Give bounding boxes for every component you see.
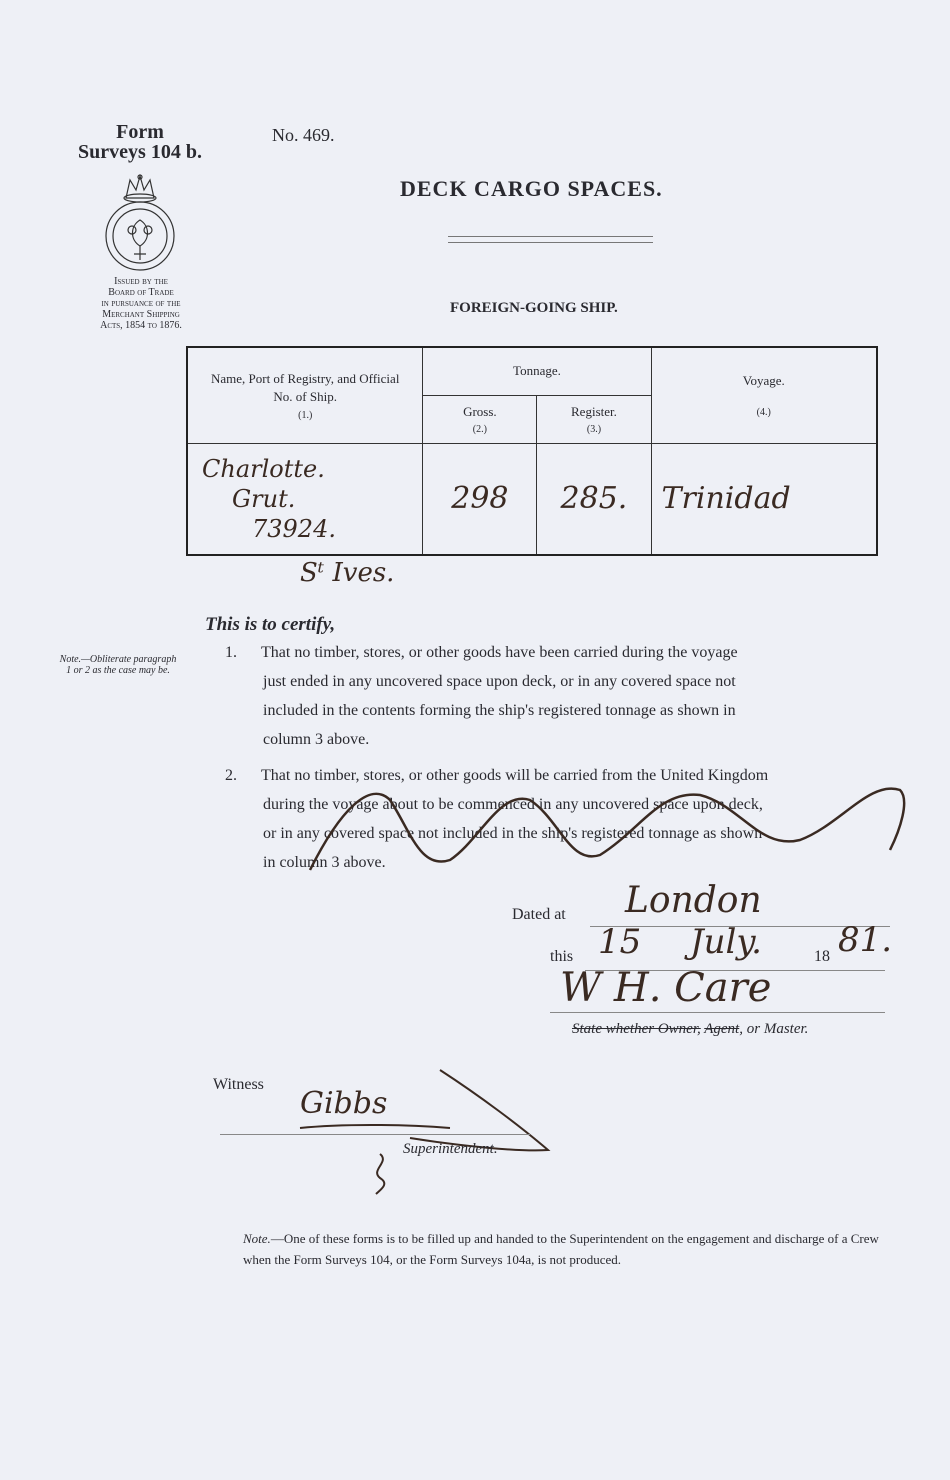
register-header-label: Register. (571, 403, 617, 419)
footer-note-label: Note. (243, 1231, 271, 1246)
form-identifier (60, 122, 220, 162)
title-rule (448, 236, 653, 243)
witness-flourish (280, 1066, 560, 1196)
ship-official-no: 73924. (252, 514, 336, 543)
ship-name-cell (187, 443, 423, 555)
board-of-trade-seal-icon (100, 168, 180, 278)
register-tonnage-cell: 285. (537, 443, 651, 555)
ship-name: Charlotte. (202, 454, 325, 483)
paragraph-1 (225, 638, 885, 754)
paragraph-1-line: column 3 above. (263, 731, 370, 748)
role-agent-struck: Agent (704, 1021, 740, 1037)
paragraph-1-line: included in the contents forming the ship's registered tonnage as shown in (263, 702, 736, 719)
voyage-number: (4.) (756, 406, 771, 418)
footer-note (243, 1228, 893, 1270)
ship-port-overflow: Sᵗ Ives. (300, 558, 395, 588)
issued-by-note (76, 276, 206, 331)
paragraph-2-label: 2. (225, 767, 237, 784)
paragraph-2-line: in column 3 above. (263, 854, 386, 871)
page-title: DECK CARGO SPACES. (400, 176, 663, 201)
paragraph-2-line: or in any covered space not included in the ship's registered tonnage as shown (263, 825, 763, 842)
gross-header (423, 395, 537, 443)
issued-line: Merchant Shipping (102, 309, 180, 320)
certify-heading: This is to certify, (205, 614, 336, 635)
gross-tonnage-cell: 298 (423, 443, 537, 555)
year-suffix: 81. (838, 920, 893, 960)
footer-note-text: —One of these forms is to be filled up and handed to the Superintendent on the engagement and discharge of a Crew when the Form Surveys 104, or the Form Surveys 104a, is not produced. (243, 1231, 879, 1267)
dated-place: London (625, 880, 762, 921)
issued-line: Board of Trade (108, 287, 174, 298)
witness-signature: Gibbs (300, 1086, 388, 1121)
side-note: Note.—Obliterate paragraph 1 or 2 as the case may be. (59, 654, 177, 676)
gross-header-label: Gross. (463, 403, 497, 419)
tonnage-header: Tonnage. (423, 347, 651, 395)
paragraph-1-label: 1. (225, 644, 237, 661)
paragraph-1-line: just ended in any uncovered space upon deck, or in any covered space not (263, 673, 736, 690)
date-day: 15 (598, 922, 642, 962)
issued-line: Issued by the (114, 276, 168, 287)
witness-label: Witness (213, 1076, 264, 1093)
col-name-number: (1.) (298, 409, 313, 421)
cargo-table (186, 346, 878, 556)
form-line1: Form (116, 121, 164, 143)
paragraph-1-first-text: That no timber, stores, or other goods have been carried during the voyage (261, 644, 738, 661)
witness-line (220, 1134, 530, 1135)
gross-number: (2.) (472, 423, 487, 435)
signature-line (550, 1012, 885, 1013)
this-label: this (550, 948, 574, 965)
form-line2: Surveys 104 b. (78, 141, 202, 163)
signatory-role (572, 1021, 808, 1038)
paragraph-2-first-text: That no timber, stores, or other goods will be carried from the United Kingdom (261, 767, 769, 784)
col-voyage-header (651, 347, 877, 443)
year-prefix: 18 (814, 948, 830, 965)
paragraph-1-body (263, 667, 885, 754)
ship-type-heading: FOREIGN-GOING SHIP. (450, 300, 618, 316)
form-number: No. 469. (272, 125, 335, 145)
role-rest: , or Master. (739, 1021, 809, 1037)
issued-line: in pursuance of the (101, 298, 181, 309)
issued-line: Acts, 1854 to 1876. (100, 320, 182, 331)
dated-at-label: Dated at (512, 906, 566, 923)
voyage-cell: Trinidad (651, 443, 877, 555)
register-number: (3.) (586, 423, 602, 435)
paragraph-2-line: during the voyage about to be commenced in any uncovered space upon deck, (263, 796, 763, 813)
col-name-header-label: Name, Port of Registry, and Official No. of Ship. (210, 370, 400, 404)
paragraph-1-first-line (225, 638, 885, 667)
col-name-header (187, 347, 423, 443)
ship-port: Grut. (232, 484, 296, 513)
voyage-header-label: Voyage. (742, 372, 785, 388)
signatory-signature: W H. Care (560, 965, 772, 1011)
witness-role: Superintendent. (403, 1141, 498, 1157)
date-month: July. (690, 922, 762, 962)
register-header (537, 395, 651, 443)
paragraph-2-cancellation-scribble (300, 770, 920, 880)
role-struck: State whether Owner, (572, 1021, 701, 1037)
